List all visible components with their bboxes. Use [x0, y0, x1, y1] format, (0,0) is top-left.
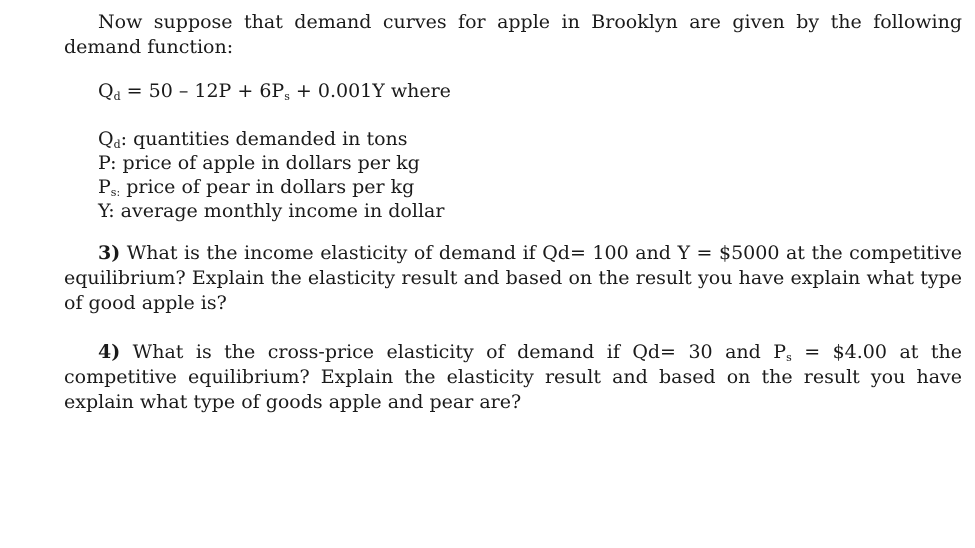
definition-symbol: P: [98, 152, 111, 174]
definition-symbol: Y: [98, 200, 109, 222]
document-page: [64, 10, 962, 415]
eq-part2: + 0.001Y where: [289, 80, 451, 102]
definition-symbol: Q: [98, 128, 114, 150]
eq-ps-sub: s: [284, 90, 290, 103]
definition-text: : price of apple in dollars per kg: [110, 152, 420, 174]
question-4: [64, 340, 962, 415]
demand-equation: [98, 79, 962, 104]
eq-lhs-sub: d: [113, 90, 121, 103]
definition-text: : average monthly income in dollar: [108, 200, 445, 222]
definition-symbol: P: [98, 176, 111, 198]
definition-text: price of pear in dollars per kg: [120, 176, 415, 198]
intro-text: Now suppose that demand curves for apple in Brooklyn are given by the following demand function:: [64, 11, 962, 58]
question-text: What is the income elasticity of demand if Qd= 100 and Y = $5000 at the competitive equilibrium? Explain the elasticity result and based on the result you have explain what type of good apple is?: [64, 242, 962, 314]
question-text-after: = $4.00 at the competitive equilibrium? Explain the elasticity result and based on the result you have explain what type of goods apple and pear are?: [64, 341, 962, 413]
question-text-before: What is the cross-price elasticity of demand if Qd= 30 and P: [120, 341, 787, 363]
eq-lhs: Q: [98, 80, 114, 102]
definition-text: : quantities demanded in tons: [120, 128, 408, 150]
question-number: 3): [98, 242, 121, 264]
intro-paragraph: [64, 10, 962, 60]
definition-item: [98, 127, 962, 151]
definition-item: [98, 175, 962, 199]
question-number: 4): [98, 341, 121, 363]
variable-definitions: [98, 127, 962, 223]
definition-item: [98, 151, 962, 175]
question-3: [64, 241, 962, 316]
definition-item: [98, 199, 962, 223]
eq-part1: = 50 – 12P + 6P: [120, 80, 285, 102]
question-subscript: s: [786, 351, 792, 364]
definition-subscript: s:: [110, 186, 121, 199]
definition-subscript: d: [113, 138, 121, 151]
